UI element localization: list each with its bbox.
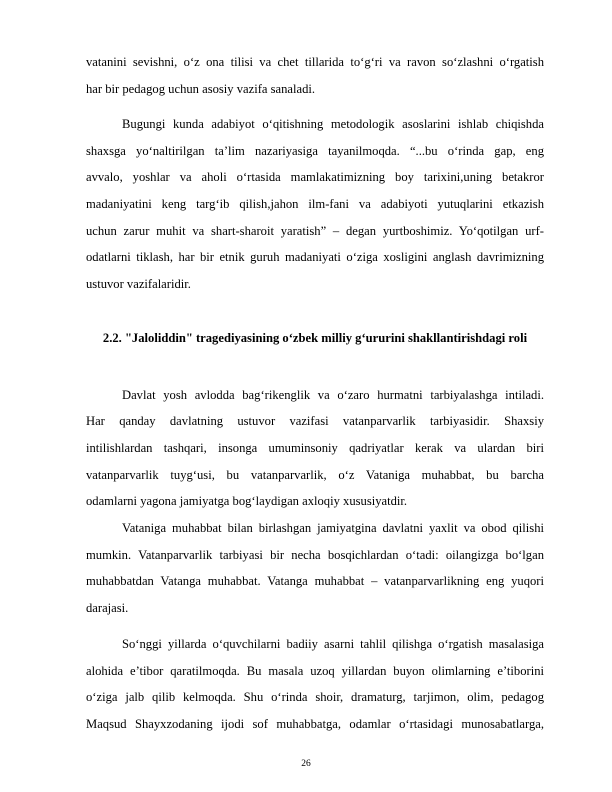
paragraph-line: odamlarni yagona jamiyatga bog‘laydigan axloqiy xususiyatdir.: [86, 494, 408, 508]
paragraph-line: Har qanday davlatning ustuvor vazifasi vatanparvarlik tarbiyasidir. Shaxsiy: [86, 414, 544, 428]
paragraph-line: Vataniga muhabbat bilan birlashgan jamiyatgina davlatni yaxlit va obod qilishi: [122, 521, 544, 535]
paragraph-line: uchun zarur muhit va shart-sharoit yaratish” – degan yurtboshimiz. Yo‘qotilgan urf-: [86, 224, 544, 238]
paragraph-line: muhabbatdan Vatanga muhabbat. Vatanga muhabbat – vatanparvarlikning eng yuqori: [86, 574, 544, 588]
page-number: 26: [301, 759, 311, 769]
paragraph-line: alohida e’tibor qaratilmoqda. Bu masala uzoq yillardan buyon olimlarning e’tiborini: [86, 664, 544, 678]
paragraph-line: Bugungi kunda adabiyot o‘qitishning metodologik asoslarini ishlab chiqishda: [122, 117, 544, 131]
paragraph-line: Maqsud Shayxzodaning ijodi sof muhabbatga, odamlar o‘rtasidagi munosabatlarga,: [86, 717, 544, 731]
paragraph-line: So‘nggi yillarda o‘quvchilarni badiiy asarni tahlil qilishga o‘rgatish masalasiga: [122, 637, 544, 651]
paragraph-line: shaxsga yo‘naltirilgan ta’lim nazariyasiga tayanilmoqda. “...bu o‘rinda gap, eng: [86, 144, 544, 158]
paragraph-line: mumkin. Vatanparvarlik tarbiyasi bir necha bosqichlardan o‘tadi: oilangizga bo‘lgan: [86, 548, 544, 562]
section-heading: 2.2. "Jaloliddin" tragediyasining o‘zbek milliy g‘ururini shakllantirishdagi roli: [102, 331, 528, 345]
paragraph-line: o‘ziga jalb qilib kelmoqda. Shu o‘rinda shoir, dramaturg, tarjimon, olim, pedagog: [86, 690, 544, 704]
paragraph-line: darajasi.: [86, 601, 129, 615]
paragraph-line: odatlarni tiklash, har bir etnik guruh madaniyati o‘ziga xosligini anglash davrimizning: [86, 250, 544, 264]
paragraph-line: vatanini sevishni, o‘z ona tilisi va chet tillarida to‘g‘ri va ravon so‘zlashni o‘rgatish: [86, 55, 544, 69]
paragraph-line: har bir pedagog uchun asosiy vazifa sanaladi.: [86, 82, 316, 96]
paragraph-line: Davlat yosh avlodda bag‘rikenglik va o‘zaro hurmatni tarbiyalashga intiladi.: [122, 388, 544, 402]
paragraph-line: avvalo, yoshlar va aholi o‘rtasida mamlakatimizning boy tarixini,uning betakror: [86, 170, 544, 184]
paragraph-line: vatanparvarlik tuyg‘usi, bu vatanparvarlik, o‘z Vataniga muhabbat, bu barcha: [86, 468, 544, 482]
paragraph-line: ustuvor vazifalaridir.: [86, 277, 191, 291]
paragraph-line: madaniyatini keng targ‘ib qilish,jahon ilm-fani va adabiyoti yutuqlarini etkazish: [86, 197, 544, 211]
paragraph-line: intilishlardan tashqari, insonga umuminsoniy qadriyatlar kerak va ulardan biri: [86, 441, 544, 455]
